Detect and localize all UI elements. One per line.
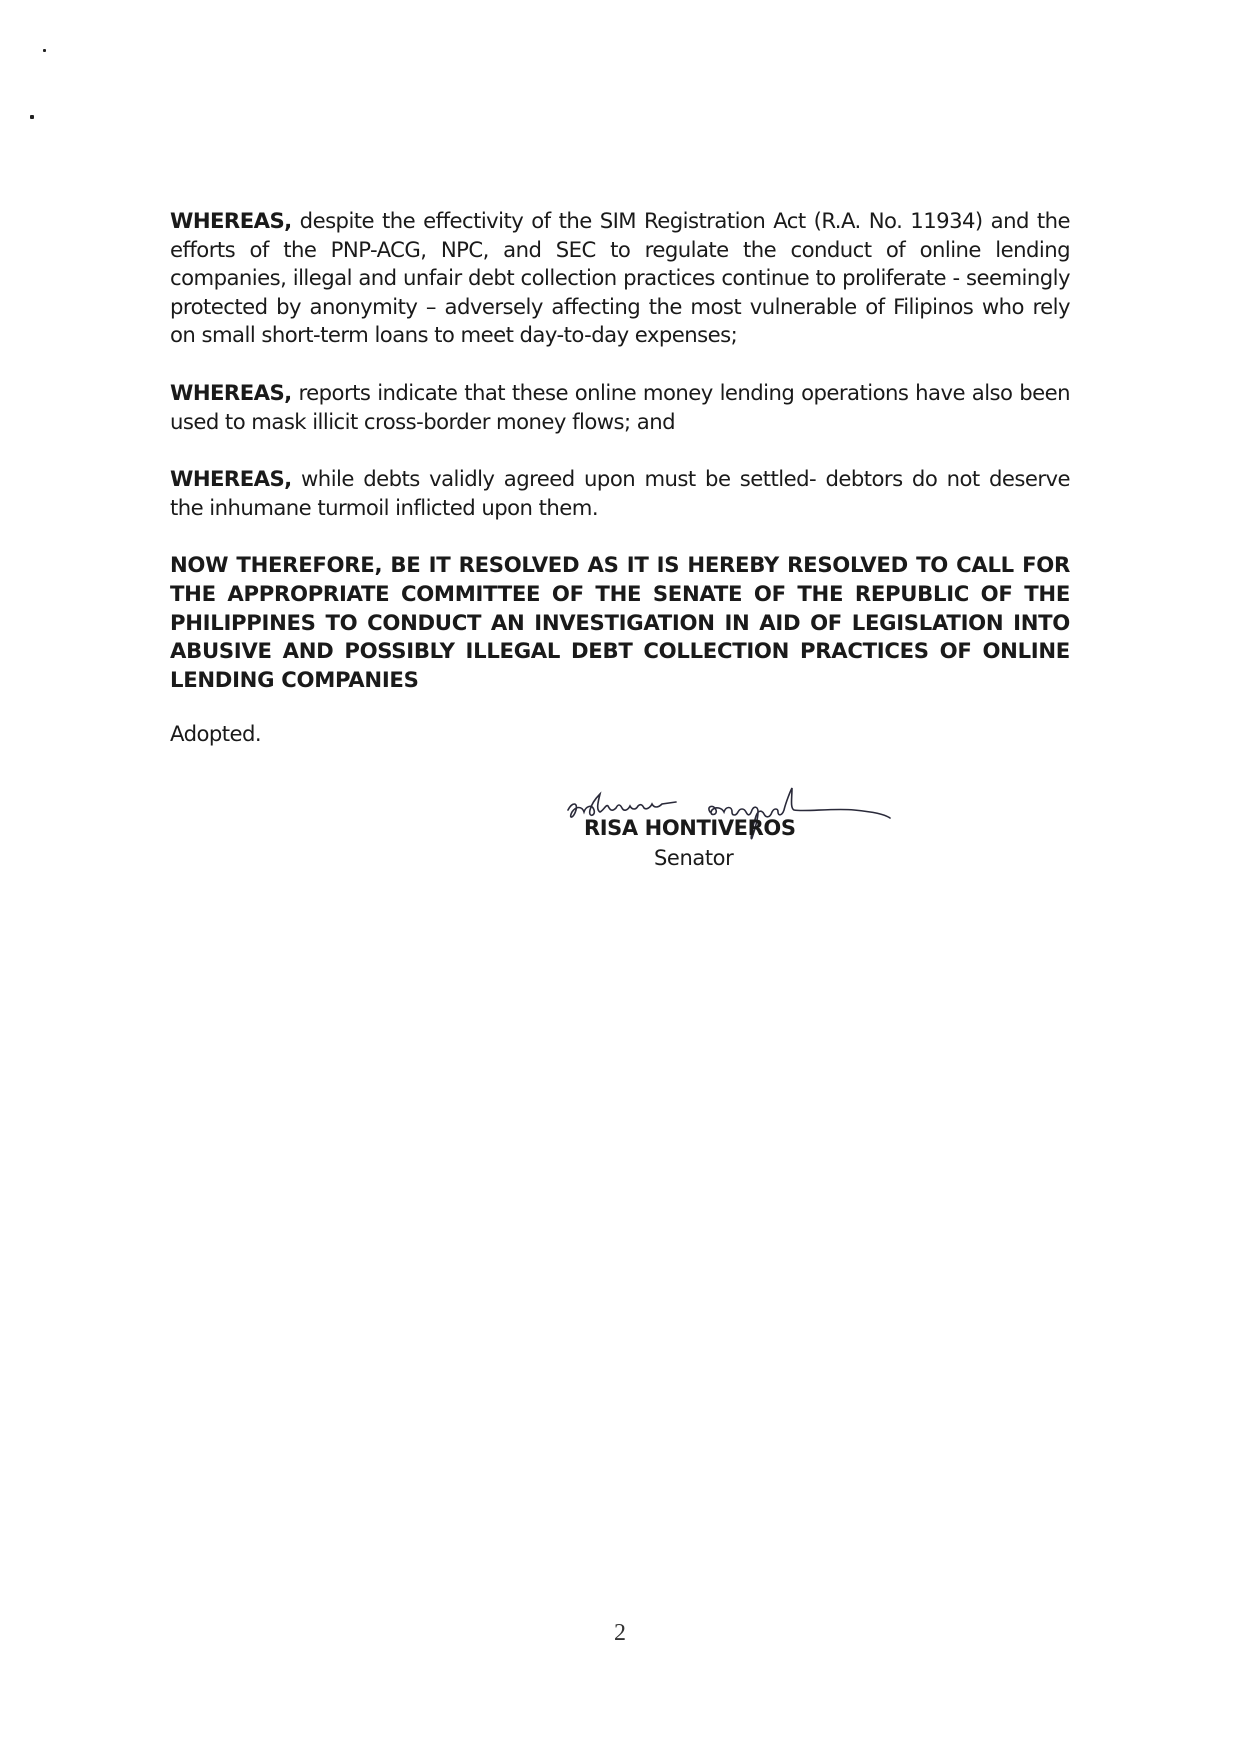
clause-lead: WHEREAS, [170, 466, 292, 492]
scan-speck [30, 115, 34, 119]
signatory-title: Senator [654, 846, 734, 870]
clause-text: reports indicate that these online money lending operations have also been used to mask illicit cross-border money flows; and [170, 379, 1070, 434]
page-number: 2 [614, 1620, 626, 1646]
whereas-clause-2 [170, 379, 1070, 436]
whereas-clause-3 [170, 465, 1070, 522]
scan-speck [43, 49, 46, 52]
whereas-clause-1 [170, 207, 1070, 350]
document-body [170, 207, 1070, 749]
clause-lead: WHEREAS, [170, 208, 292, 233]
resolution-clause: NOW THEREFORE, BE IT RESOLVED AS IT IS HEREBY RESOLVED TO CALL FOR THE APPROPRIATE COMMITTEE OF THE SENATE OF THE REPUBLIC OF THE PHILIPPINES TO CONDUCT AN INVESTIGATION IN AID OF LEGISLATION INTO ABUSIVE AND POSSIBLY ILLEGAL DEBT COLLECTION PRACTICES OF ONLINE LENDING COMPANIES [170, 552, 1070, 692]
signature-block [560, 782, 990, 882]
clause-text: while debts validly agreed upon must be settled- debtors do not deserve the inhumane turmoil inflicted upon them. [170, 466, 1070, 520]
clause-lead: WHEREAS, [170, 379, 292, 405]
clause-text: despite the effectivity of the SIM Registration Act (R.A. No. 11934) and the efforts of the PNP-ACG, NPC, and SEC to regulate the conduct of online lending companies, illegal and unfair debt collection practices continue to proliferate - seemingly protected by anonymity – adversely affecting the most vulnerable of Filipinos who rely on small short-term loans to meet day-to-day expenses; [170, 208, 1070, 348]
signatory-name: RISA HONTIVEROS [584, 816, 796, 840]
adopted-label: Adopted. [170, 721, 262, 747]
